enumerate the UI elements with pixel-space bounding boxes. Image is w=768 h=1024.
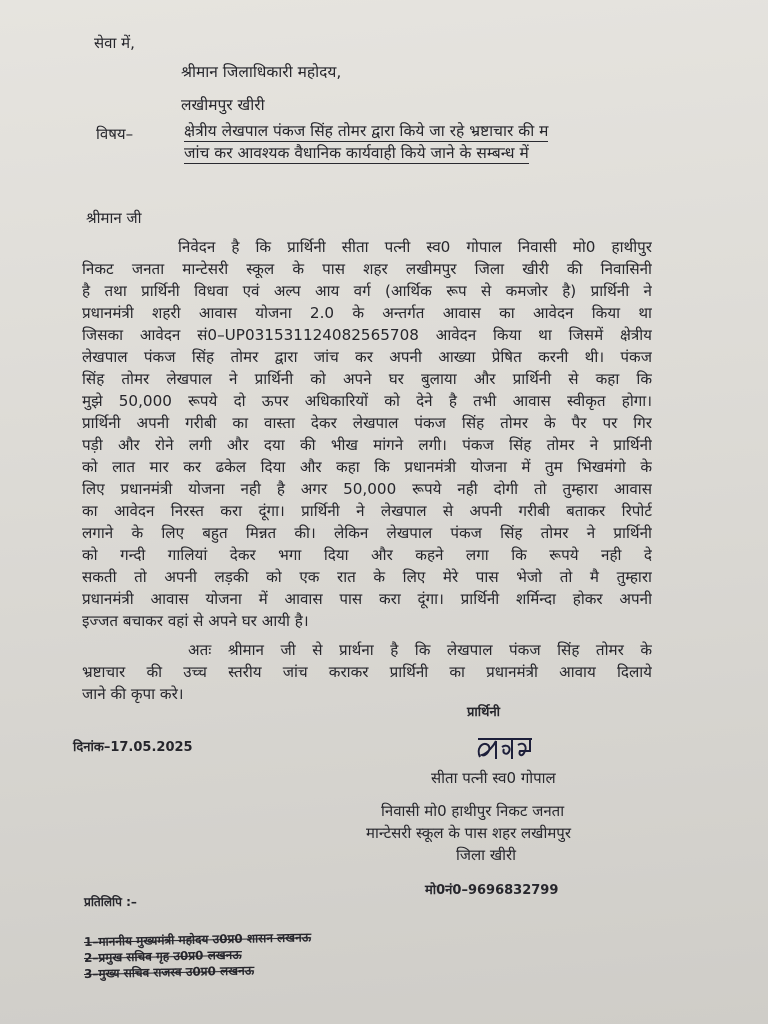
handwritten-signature: [472, 727, 542, 767]
body-line: सकती तो अपनी लड़की को एक रात के लिए मेरे पास भेजो तो मै तुम्हारा: [82, 568, 652, 586]
body-line: को लात मार कर ढकेल दिया और कहा कि प्रधानमंत्री योजना में तुम भिखमंगो के: [82, 458, 652, 476]
address-line-2: मान्टेसरी स्कूल के पास शहर लखीमपुर: [366, 824, 571, 842]
body-line: लगाने के लिए बहुत मिन्नत की। लेकिन लेखपाल पंकज सिंह तोमर ने प्रार्थिनी: [82, 524, 652, 542]
subject-line-1: क्षेत्रीय लेखपाल पंकज सिंह तोमर द्वारा किये जा रहे भ्रष्टाचार की म: [184, 122, 549, 140]
recipient-place: लखीमपुर खीरी: [181, 96, 265, 114]
body-line: पड़ी और रोने लगी और दया की भीख मांगने लगी। पंकज सिंह तोमर ने प्रार्थिनी: [82, 436, 652, 454]
body-line: का आवेदन निरस्त करा दूंगा। प्रार्थिनी ने लेखपाल से अपनी गरीबी बताकर रिपोर्ट: [82, 502, 652, 520]
copy-item: 1–माननीय मुख्यमंत्री महोदय उ0प्र0 शासन लखनऊ: [83, 930, 312, 949]
body-line: इज्जत बचाकर वहां से अपने घर आयी है।: [82, 612, 309, 630]
body-line: को गन्दी गालियां देकर भगा दिया और कहने लगा कि रूपये नही दे: [82, 546, 652, 564]
copies-label: प्रतिलिपि :–: [84, 895, 137, 909]
request-line: भ्रष्टाचार की उच्च स्तरीय जांच कराकर प्रार्थिनी का प्रधानमंत्री आवाय दिलाये: [82, 663, 652, 681]
request-line: जाने की कृपा करे।: [82, 685, 184, 703]
subject-line-2: जांच कर आवश्यक वैधानिक कार्यवाही किये जाने के सम्बन्ध में: [184, 144, 529, 162]
copy-item: 3–मुख्य सचिव राजस्व उ0प्र0 लखनऊ: [83, 963, 255, 981]
request-line: अतः श्रीमान जी से प्रार्थना है कि लेखपाल पंकज सिंह तोमर के: [188, 641, 652, 659]
body-line: जिसका आवेदन सं0–UP031531124082565708 आवेदन किया था जिसमें क्षेत्रीय: [82, 326, 652, 344]
body-line: सिंह तोमर लेखपाल ने प्रार्थिनी को अपने घर बुलाया और प्रार्थिनी से कहा कि: [82, 370, 652, 388]
mobile-number: मो0नं0–9696832799: [425, 883, 559, 898]
body-line: प्रधानमंत्री शहरी आवास योजना 2.0 के अन्तर्गत आवास का आवेदन किया था: [82, 304, 652, 322]
body-line: लिए प्रधानमंत्री योजना नही है अगर 50,000 रूपये नही दोगी तो तुम्हारा आवास: [82, 480, 652, 498]
body-line: मुझे 50,000 रूपये दो ऊपर अधिकारियों को देने है तभी आवास स्वीकृत होगा।: [82, 392, 652, 410]
subject-label: विषय–: [96, 125, 134, 143]
body-line: निकट जनता मान्टेसरी स्कूल के पास शहर लखीमपुर जिला खीरी की निवासिनी: [82, 260, 652, 278]
body-line: लेखपाल पंकज सिंह तोमर द्वारा जांच कर अपनी आख्या प्रेषित करनी थी। पंकज: [82, 348, 652, 366]
body-line: प्रार्थिनी अपनी गरीबी का वास्ता देकर लेखपाल पंकज सिंह तोमर के पैर पर गिर: [82, 414, 652, 432]
address-line-1: निवासी मो0 हाथीपुर निकट जनता: [381, 802, 565, 820]
address-line-3: जिला खीरी: [456, 846, 517, 864]
body-line: प्रधानमंत्री आवास योजना में आवास पास करा दूंगा। प्रार्थिनी शर्मिन्दा होकर अपनी: [82, 590, 652, 608]
applicant-label: प्रार्थिनी: [467, 705, 501, 720]
recipient-title: श्रीमान जिलाधिकारी महोदय,: [181, 63, 342, 81]
salutation: श्रीमान जी: [86, 209, 142, 227]
body-line: निवेदन है कि प्रार्थिनी सीता पत्नी स्व0 गोपाल निवासी मो0 हाथीपुर: [178, 238, 652, 256]
copy-item: 2–प्रमुख सचिव गृह उ0प्र0 लखनऊ: [83, 947, 242, 965]
seva-me-text: सेवा में,: [94, 34, 135, 52]
body-line: है तथा प्रार्थिनी विधवा एवं अल्प आय वर्ग (आर्थिक रूप से कमजोर है) प्रार्थिनी ने: [82, 282, 652, 300]
letter-date: दिनांक–17.05.2025: [73, 740, 193, 755]
applicant-name: सीता पत्नी स्व0 गोपाल: [431, 769, 556, 787]
